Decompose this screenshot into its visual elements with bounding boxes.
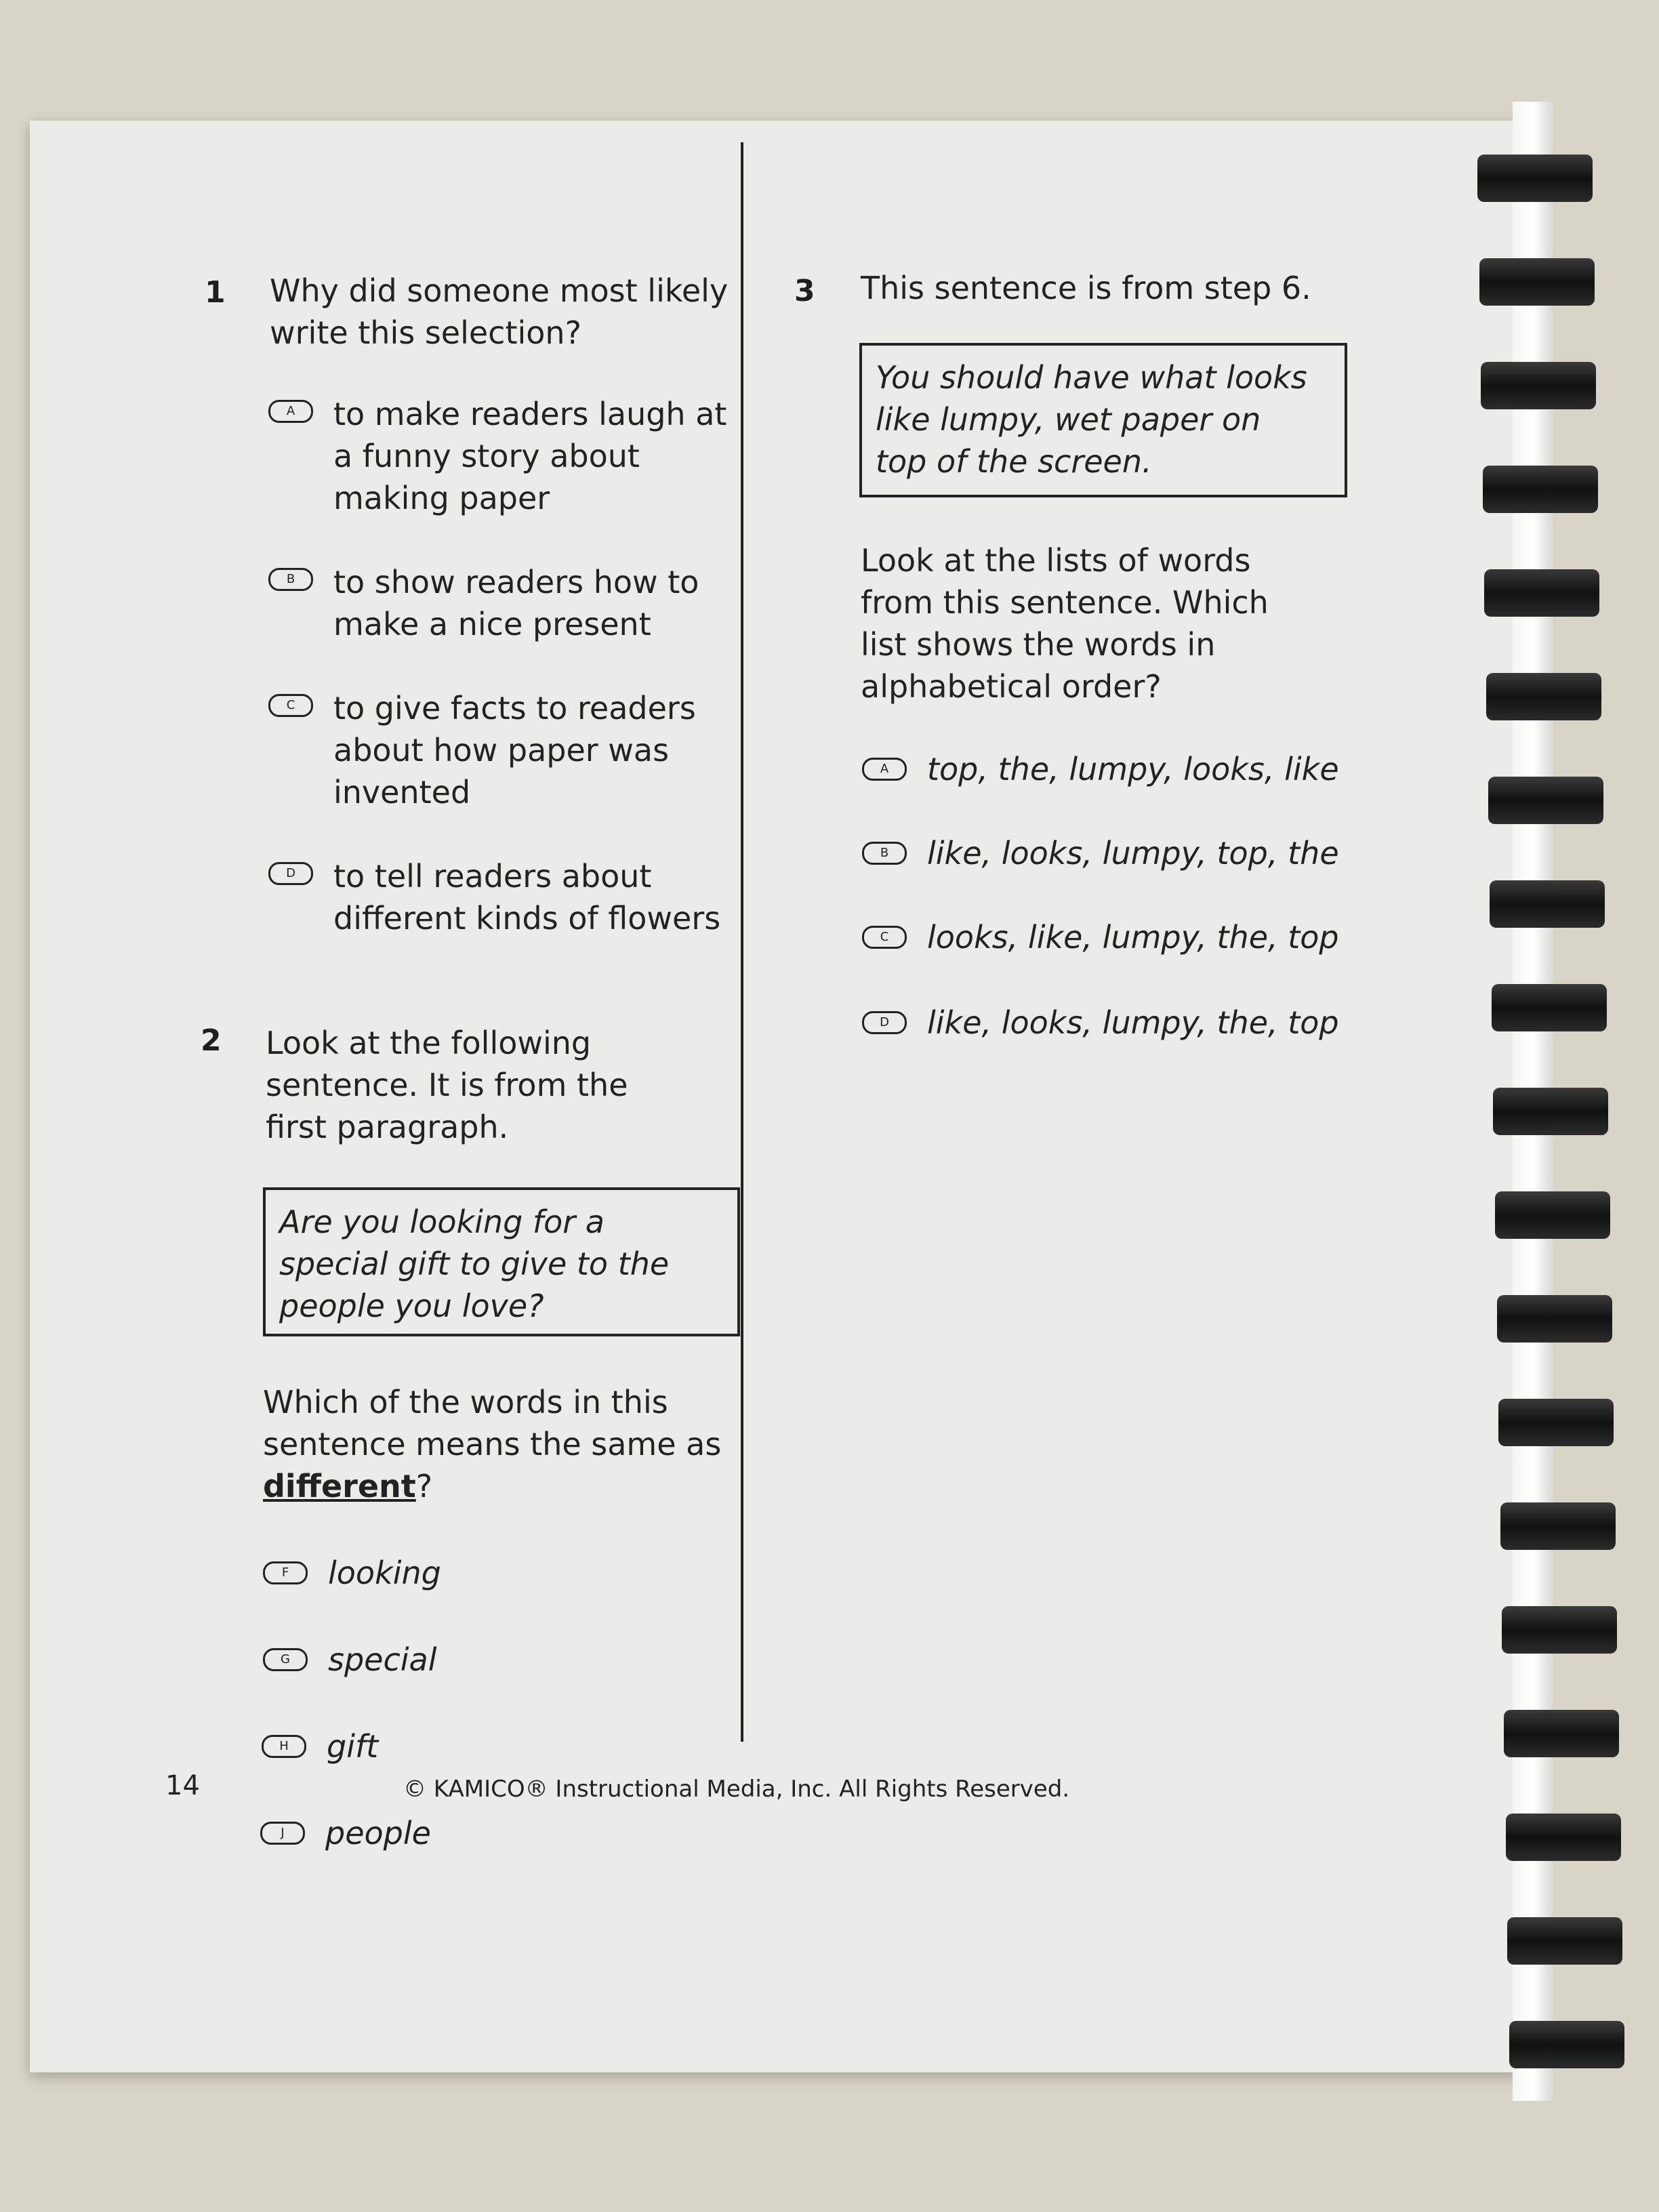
binding-ring bbox=[1479, 258, 1595, 306]
choice-text: looks, like, lumpy, the, top bbox=[927, 919, 1339, 956]
question-stem: This sentence is from step 6. bbox=[861, 270, 1311, 306]
binding-ring bbox=[1492, 984, 1607, 1031]
answer-bubble[interactable]: C bbox=[862, 926, 907, 949]
quote-line: special gift to give to the bbox=[279, 1246, 670, 1282]
column-divider bbox=[741, 142, 743, 1742]
answer-bubble[interactable]: C bbox=[268, 694, 313, 717]
choice-text: top, the, lumpy, looks, like bbox=[927, 751, 1339, 787]
choice-line: to show readers how to bbox=[333, 564, 699, 600]
answer-bubble[interactable]: J bbox=[260, 1822, 305, 1845]
choice-line: to give facts to readers bbox=[333, 690, 696, 726]
answer-bubble[interactable]: D bbox=[862, 1011, 907, 1034]
choice-line: about how paper was bbox=[333, 732, 670, 769]
stem-line: Why did someone most likely bbox=[270, 272, 729, 309]
choice-line: to make readers laugh at bbox=[333, 396, 727, 432]
stem-line: Look at the following bbox=[266, 1025, 592, 1061]
choice-line: different kinds of flowers bbox=[333, 900, 721, 937]
binding-ring bbox=[1497, 1295, 1612, 1343]
choice-text: gift bbox=[327, 1728, 379, 1765]
answer-bubble[interactable]: F bbox=[263, 1561, 308, 1584]
question-prompt bbox=[861, 539, 1269, 708]
question-stem bbox=[266, 1022, 628, 1148]
binding-ring bbox=[1500, 1502, 1616, 1550]
prompt-punctuation: ? bbox=[415, 1468, 433, 1504]
answer-bubble[interactable]: A bbox=[268, 400, 313, 423]
answer-bubble[interactable]: D bbox=[268, 862, 313, 885]
prompt-line bbox=[263, 1465, 721, 1507]
quote-line: top of the screen. bbox=[876, 443, 1152, 480]
stem-line: first paragraph. bbox=[266, 1109, 509, 1145]
question-prompt bbox=[263, 1381, 721, 1507]
binding-ring bbox=[1493, 1088, 1608, 1135]
binding-ring bbox=[1486, 673, 1601, 720]
binding-ring bbox=[1504, 1710, 1619, 1757]
choice-line: to tell readers about bbox=[333, 858, 652, 895]
choice-line: a funny story about bbox=[333, 438, 640, 474]
choice-text: people bbox=[325, 1815, 431, 1851]
prompt-line: Look at the lists of words bbox=[861, 542, 1251, 579]
binding-ring bbox=[1481, 362, 1596, 409]
quote-line: like lumpy, wet paper on bbox=[876, 401, 1261, 438]
choice-text: looking bbox=[328, 1555, 441, 1591]
binding-ring bbox=[1498, 1399, 1614, 1446]
answer-bubble[interactable]: G bbox=[263, 1648, 308, 1671]
choice-text: like, looks, lumpy, the, top bbox=[927, 1004, 1339, 1041]
question-number: 1 bbox=[205, 275, 226, 310]
stem-line: sentence. It is from the bbox=[266, 1067, 628, 1103]
binding-ring bbox=[1495, 1191, 1610, 1239]
stem-line: write this selection? bbox=[270, 314, 581, 351]
binding-ring bbox=[1490, 880, 1605, 928]
page-number: 14 bbox=[165, 1770, 200, 1801]
choice-line: make a nice present bbox=[333, 606, 651, 642]
quote-line: Are you looking for a bbox=[279, 1204, 605, 1240]
prompt-line: list shows the words in bbox=[861, 626, 1216, 663]
prompt-line: from this sentence. Which bbox=[861, 584, 1269, 621]
answer-bubble[interactable]: A bbox=[862, 758, 907, 781]
answer-bubble[interactable]: B bbox=[268, 568, 313, 591]
binding-ring bbox=[1483, 466, 1598, 513]
binding-ring bbox=[1507, 1917, 1622, 1965]
answer-bubble[interactable]: B bbox=[862, 842, 907, 865]
choice-text: like, looks, lumpy, top, the bbox=[927, 835, 1339, 872]
binding-ring bbox=[1477, 155, 1593, 202]
quote-line: people you love? bbox=[279, 1288, 544, 1324]
target-word: different bbox=[263, 1468, 416, 1504]
choice-line: making paper bbox=[333, 480, 550, 516]
binding-ring bbox=[1502, 1606, 1617, 1654]
binding-ring bbox=[1509, 2021, 1624, 2068]
prompt-line: sentence means the same as bbox=[263, 1426, 722, 1462]
choice-line: invented bbox=[333, 774, 471, 811]
question-number: 3 bbox=[794, 274, 815, 308]
quote-line: You should have what looks bbox=[876, 359, 1307, 396]
prompt-line: Which of the words in this bbox=[263, 1384, 668, 1420]
copyright-notice: © KAMICO® Instructional Media, Inc. All Rights Reserved. bbox=[403, 1776, 1070, 1803]
binding-ring bbox=[1488, 777, 1603, 824]
binding-ring bbox=[1506, 1814, 1621, 1861]
quoted-sentence-box bbox=[263, 1187, 740, 1336]
binding-ring bbox=[1484, 569, 1599, 617]
prompt-line: alphabetical order? bbox=[861, 668, 1162, 705]
choice-text: special bbox=[328, 1641, 437, 1678]
answer-bubble[interactable]: H bbox=[262, 1735, 306, 1758]
question-stem bbox=[270, 270, 728, 354]
question-number: 2 bbox=[201, 1023, 222, 1058]
quoted-sentence-box bbox=[859, 343, 1347, 497]
